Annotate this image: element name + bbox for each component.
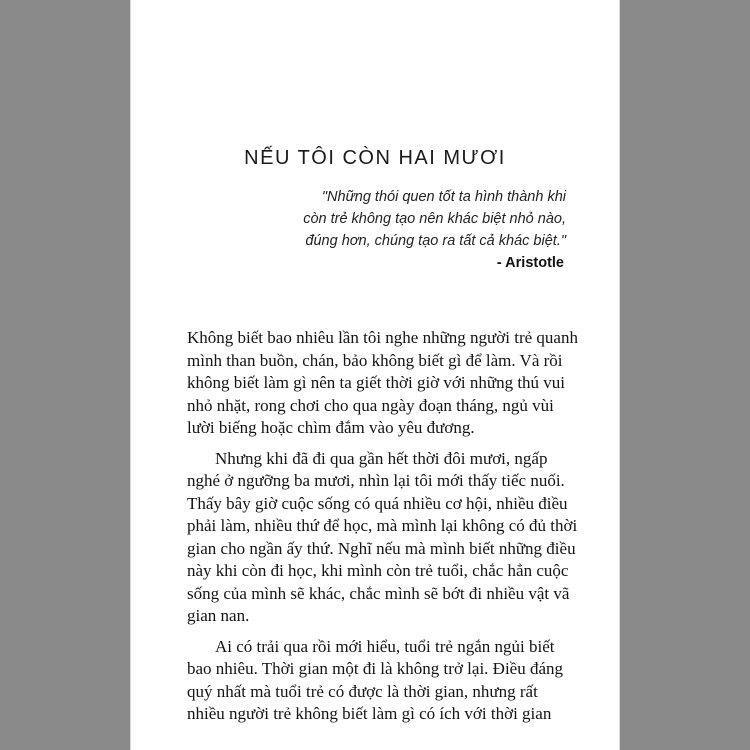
epigraph-line: "Những thói quen tốt ta hình thành khi	[321, 189, 566, 205]
text-line: sống của mình sẽ khác, chắc mình sẽ bớt đi nhiều vật vã	[187, 583, 570, 603]
epigraph-line: còn trẻ không tạo nên khác biệt nhỏ nào,	[303, 211, 566, 227]
text-line: lười biếng hoặc chìm đắm vào yêu đương.	[187, 418, 475, 437]
text-line: Ai có trải qua rồi mới hiểu, tuổi trẻ ngắn ngủi biết	[215, 636, 555, 656]
text-line: này khi còn đi học, khi mình còn trẻ tuổi, chắc hẳn cuộc	[187, 561, 569, 580]
text-line: bao nhiêu. Thời gian một đi là không trở lại. Điều đáng	[187, 659, 564, 678]
text-line: quý nhất mà tuổi trẻ có được là thời gian, nhưng rất	[187, 681, 538, 701]
paragraph-2	[187, 448, 578, 628]
epigraph-line: đúng hơn, chúng tạo ra tất cả khác biệt."	[305, 233, 566, 249]
text-line: nhiều người trẻ không biết làm gì có ích với thời gian	[187, 704, 552, 723]
body-text	[187, 327, 578, 734]
epigraph-attribution: - Aristotle	[496, 255, 564, 271]
text-line: Thấy bây giờ cuộc sống có quá nhiều cơ hội, nhiều điều	[187, 493, 568, 513]
paragraph-1	[187, 327, 578, 440]
book-page	[130, 0, 620, 750]
text-line: mình than buồn, chán, bảo không biết gì để làm. Và rồi	[187, 350, 563, 370]
text-line: Nhưng khi đã đi qua gần hết thời đôi mươi, ngấp	[215, 448, 548, 468]
text-line: phải làm, nhiều thứ để học, mà mình lại không có đủ thời	[187, 516, 578, 535]
text-line: Không biết bao nhiêu lần tôi nghe những người trẻ quanh	[187, 328, 578, 347]
chapter-title: NẾU TÔI CÒN HAI MƯƠI	[244, 147, 506, 169]
text-line: nghé ở ngưỡng ba mươi, nhìn lại tôi mới thấy tiếc nuối.	[187, 471, 565, 490]
text-line: nhỏ nhặt, rong chơi cho qua ngày đoạn tháng, ngủ vùi	[187, 395, 554, 415]
text-line: gian nan.	[187, 606, 250, 625]
paragraph-3	[187, 636, 567, 726]
text-line: không biết làm gì nên ta giết thời giờ với những thú vui	[187, 373, 566, 392]
text-line: gian cho ngần ấy thứ. Nghĩ nếu mà mình biết những điều	[187, 538, 576, 558]
epigraph-quote	[236, 186, 566, 252]
